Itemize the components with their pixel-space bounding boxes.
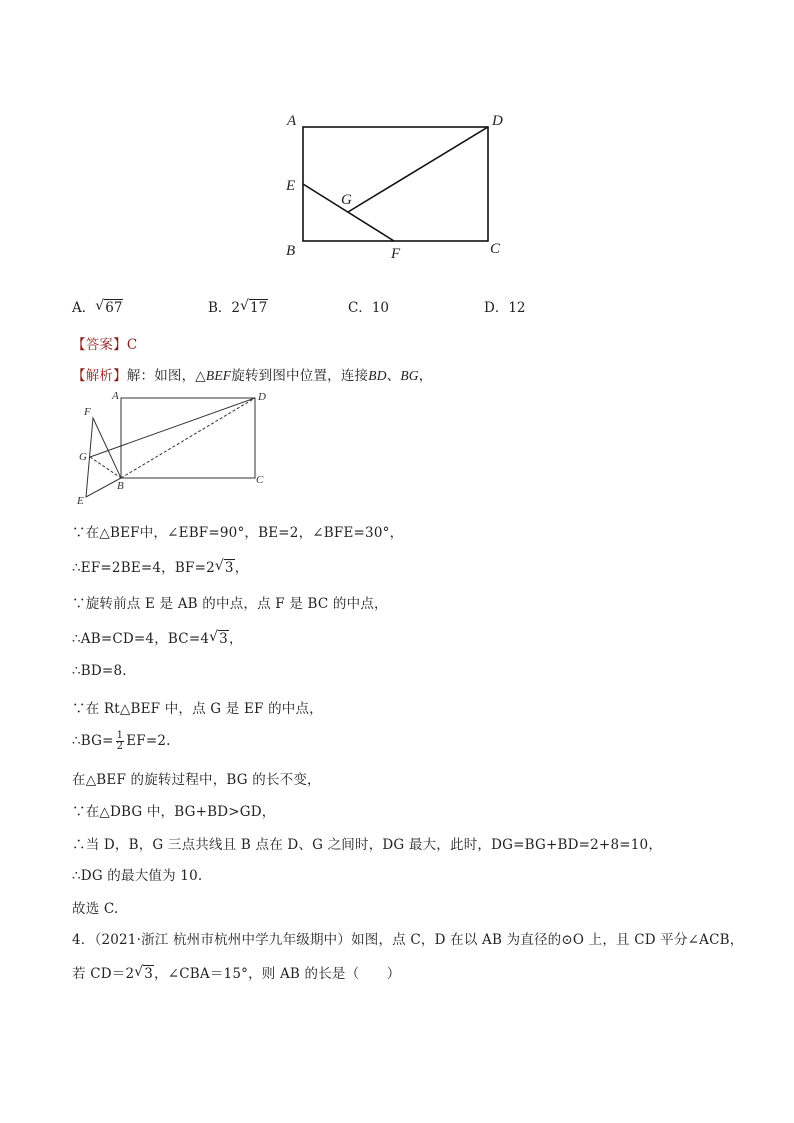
fig2-label-e: E: [77, 495, 84, 507]
fig2-label-d: D: [258, 391, 266, 403]
step-5: ∴BD=8.: [72, 663, 127, 679]
analysis-intro: 【解析】解：如图，△BEF旋转到图中位置，连接BD、BG，: [72, 368, 433, 384]
step-9: ∵在△DBG 中，BG+BD>GD，: [72, 804, 276, 820]
analysis-tag: 【解析】: [72, 368, 127, 384]
label-e: E: [286, 178, 296, 194]
question-4-line-1: 4．（2021·浙江 杭州市杭州中学九年级期中）如图，点 C，D 在以 AB 为直径的⊙O 上，且 CD 平分∠ACB，: [72, 932, 744, 948]
answer-value: C: [126, 337, 138, 353]
step-10: ∴当 D，B，G 三点共线且 B 点在 D、G 之间时，DG 最大，此时，DG=BG+BD=2+8=10，: [72, 837, 663, 853]
fig2-label-c: C: [256, 474, 264, 486]
step-7: ∴BG= $\frac{1}{2}$ EF=2.: [72, 730, 171, 752]
segment-gd-2: [90, 398, 255, 457]
fig2-label-b: B: [117, 480, 124, 492]
option-b: B．2√ 17: [208, 296, 268, 316]
label-c: C: [490, 241, 501, 257]
step-3: ∵旋转前点 E 是 AB 的中点，点 F 是 BC 的中点，: [72, 596, 388, 612]
step-4: ∴AB=CD=4，BC=4√ 3，: [72, 627, 243, 647]
fig2-label-g: G: [79, 451, 87, 463]
step-8: 在△BEF 的旋转过程中，BG 的长不变，: [72, 772, 321, 788]
question-4-line-2: 若 CD＝2√ 3，∠CBA＝15°，则 AB 的长是（ ）: [72, 962, 400, 982]
figure-rotation-2: [0, 0, 794, 520]
step-11: ∴DG 的最大值为 10.: [72, 868, 203, 884]
step-1: ∵在△BEF中，∠EBF=90°，BE=2，∠BFE=30°，: [72, 525, 404, 541]
label-g: G: [341, 192, 352, 208]
fig2-label-a: A: [112, 390, 119, 402]
label-f: F: [391, 246, 401, 262]
label-a: A: [287, 113, 297, 129]
fig2-label-f: F: [84, 406, 91, 418]
segment-bd-dashed: [121, 398, 255, 478]
label-d: D: [492, 113, 503, 129]
option-c: C．10: [348, 300, 390, 316]
step-6: ∵在 Rt△BEF 中，点 G 是 EF 的中点，: [72, 701, 323, 717]
label-b: B: [286, 243, 296, 259]
answer-tag: 【答案】: [72, 337, 127, 353]
step-12: 故选 C.: [72, 901, 119, 917]
option-d: D．12: [484, 300, 526, 316]
option-a: A．√ 67: [72, 296, 123, 316]
step-2: ∴EF=2BE=4，BF=2√ 3，: [72, 556, 248, 576]
